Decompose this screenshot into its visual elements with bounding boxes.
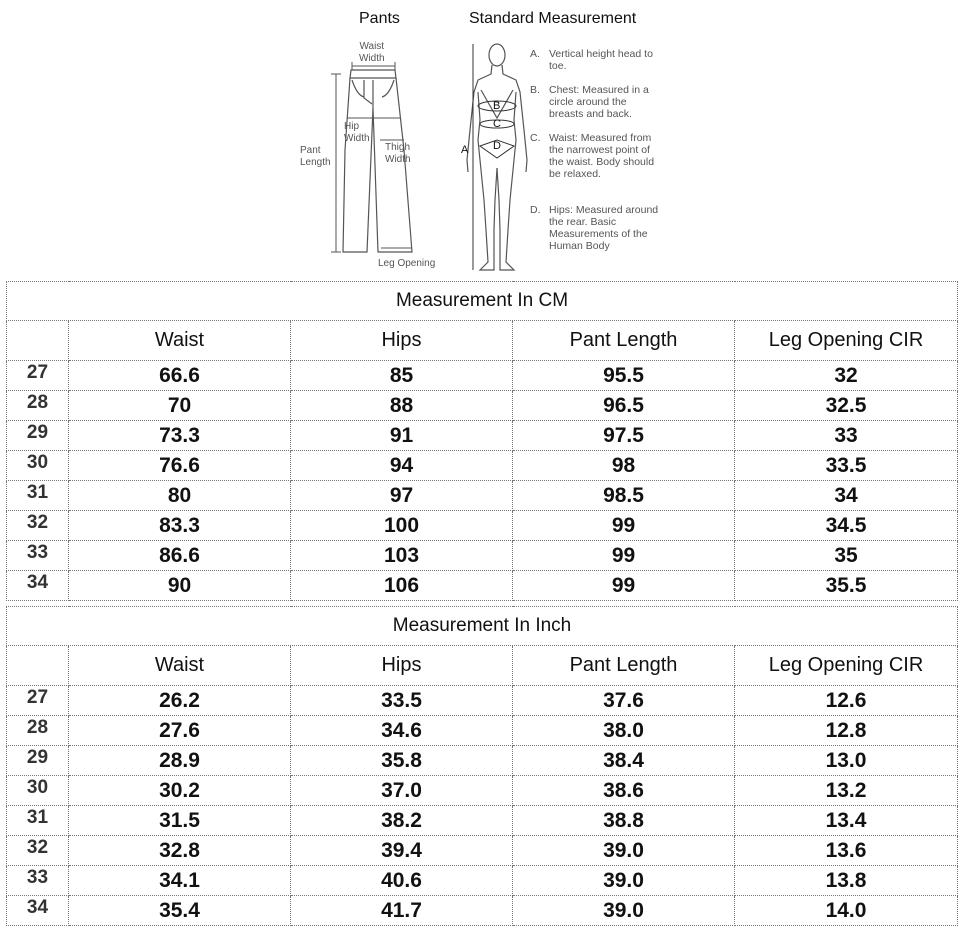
value-cell: 97.5 xyxy=(513,421,735,451)
pants-title: Pants xyxy=(359,10,400,27)
size-table-cm xyxy=(6,281,958,601)
note-b xyxy=(530,84,660,120)
value-cell: 99 xyxy=(513,511,735,541)
table-header-row xyxy=(7,321,958,361)
value-cell: 38.6 xyxy=(513,776,735,806)
value-cell: 32 xyxy=(735,361,958,391)
value-cell: 34.1 xyxy=(69,866,291,896)
thigh-width-label: Thigh Width xyxy=(385,142,411,165)
size-cell: 27 xyxy=(7,686,69,716)
column-header xyxy=(7,646,69,686)
value-cell: 12.8 xyxy=(735,716,958,746)
pant-length-label: Pant Length xyxy=(300,145,331,168)
size-table-inch xyxy=(6,606,958,926)
column-header: Pant Length xyxy=(513,321,735,361)
value-cell: 31.5 xyxy=(69,806,291,836)
value-cell: 88 xyxy=(291,391,513,421)
value-cell: 34.5 xyxy=(735,511,958,541)
note-b-key: B. xyxy=(530,84,540,96)
value-cell: 27.6 xyxy=(69,716,291,746)
column-header: Hips xyxy=(291,646,513,686)
value-cell: 35.4 xyxy=(69,896,291,926)
value-cell: 100 xyxy=(291,511,513,541)
value-cell: 98.5 xyxy=(513,481,735,511)
value-cell: 13.0 xyxy=(735,746,958,776)
table-row xyxy=(7,896,958,926)
value-cell: 34.6 xyxy=(291,716,513,746)
value-cell: 99 xyxy=(513,541,735,571)
table-row xyxy=(7,866,958,896)
value-cell: 35.8 xyxy=(291,746,513,776)
measurement-illustration xyxy=(0,0,962,278)
value-cell: 39.4 xyxy=(291,836,513,866)
value-cell: 38.4 xyxy=(513,746,735,776)
value-cell: 83.3 xyxy=(69,511,291,541)
table-row xyxy=(7,451,958,481)
table-row xyxy=(7,686,958,716)
table-row xyxy=(7,481,958,511)
value-cell: 30.2 xyxy=(69,776,291,806)
size-cell: 31 xyxy=(7,481,69,511)
value-cell: 35.5 xyxy=(735,571,958,601)
value-cell: 76.6 xyxy=(69,451,291,481)
table-row xyxy=(7,571,958,601)
value-cell: 38.0 xyxy=(513,716,735,746)
value-cell: 33 xyxy=(735,421,958,451)
size-cell: 34 xyxy=(7,571,69,601)
value-cell: 14.0 xyxy=(735,896,958,926)
value-cell: 66.6 xyxy=(69,361,291,391)
size-cell: 30 xyxy=(7,451,69,481)
note-c-key: C. xyxy=(530,132,541,144)
column-header: Hips xyxy=(291,321,513,361)
note-c xyxy=(530,132,660,180)
value-cell: 91 xyxy=(291,421,513,451)
note-d xyxy=(530,204,660,252)
value-cell: 35 xyxy=(735,541,958,571)
body-drawing xyxy=(467,44,527,270)
value-cell: 13.4 xyxy=(735,806,958,836)
table-row xyxy=(7,716,958,746)
value-cell: 103 xyxy=(291,541,513,571)
table-row xyxy=(7,806,958,836)
value-cell: 98 xyxy=(513,451,735,481)
size-cell: 33 xyxy=(7,866,69,896)
size-cell: 27 xyxy=(7,361,69,391)
value-cell: 94 xyxy=(291,451,513,481)
note-c-text: Waist: Measured from the narrowest point of the waist. Body should be relaxed. xyxy=(549,132,655,180)
value-cell: 90 xyxy=(69,571,291,601)
table-row xyxy=(7,746,958,776)
measurement-diagram-graphic xyxy=(0,0,962,278)
column-header: Waist xyxy=(69,646,291,686)
column-header: Pant Length xyxy=(513,646,735,686)
value-cell: 73.3 xyxy=(69,421,291,451)
value-cell: 86.6 xyxy=(69,541,291,571)
waist-width-label: Waist Width xyxy=(359,41,385,64)
value-cell: 12.6 xyxy=(735,686,958,716)
size-cell: 28 xyxy=(7,391,69,421)
value-cell: 99 xyxy=(513,571,735,601)
table-row xyxy=(7,361,958,391)
note-d-text: Hips: Measured around the rear. Basic Measurements of the Human Body xyxy=(549,204,659,252)
table-row xyxy=(7,511,958,541)
value-cell: 70 xyxy=(69,391,291,421)
table-row xyxy=(7,776,958,806)
value-cell: 37.0 xyxy=(291,776,513,806)
value-cell: 38.8 xyxy=(513,806,735,836)
value-cell: 13.2 xyxy=(735,776,958,806)
size-cell: 31 xyxy=(7,806,69,836)
table-header-row xyxy=(7,646,958,686)
value-cell: 106 xyxy=(291,571,513,601)
value-cell: 37.6 xyxy=(513,686,735,716)
size-cell: 34 xyxy=(7,896,69,926)
body-letter-b: B xyxy=(493,100,501,112)
table-row xyxy=(7,836,958,866)
column-header xyxy=(7,321,69,361)
column-header: Leg Opening CIR xyxy=(735,321,958,361)
note-a-text: Vertical height head to toe. xyxy=(549,48,653,72)
value-cell: 96.5 xyxy=(513,391,735,421)
value-cell: 33.5 xyxy=(291,686,513,716)
value-cell: 38.2 xyxy=(291,806,513,836)
table-caption: Measurement In Inch xyxy=(7,607,958,646)
column-header: Waist xyxy=(69,321,291,361)
note-b-text: Chest: Measured in a circle around the breasts and back. xyxy=(549,84,649,120)
value-cell: 13.6 xyxy=(735,836,958,866)
value-cell: 34 xyxy=(735,481,958,511)
value-cell: 41.7 xyxy=(291,896,513,926)
standard-measurement-title: Standard Measurement xyxy=(469,10,637,27)
value-cell: 85 xyxy=(291,361,513,391)
body-letter-a: A xyxy=(461,144,469,156)
table-row xyxy=(7,541,958,571)
value-cell: 39.0 xyxy=(513,836,735,866)
size-cell: 33 xyxy=(7,541,69,571)
note-a xyxy=(530,48,660,72)
body-letter-d: D xyxy=(493,140,501,152)
hip-width-label: Hip Width xyxy=(344,121,370,144)
note-a-key: A. xyxy=(530,48,540,60)
value-cell: 95.5 xyxy=(513,361,735,391)
size-cell: 32 xyxy=(7,836,69,866)
size-cell: 29 xyxy=(7,746,69,776)
value-cell: 28.9 xyxy=(69,746,291,776)
value-cell: 39.0 xyxy=(513,896,735,926)
value-cell: 80 xyxy=(69,481,291,511)
value-cell: 97 xyxy=(291,481,513,511)
table-row xyxy=(7,421,958,451)
leg-opening-label: Leg Opening xyxy=(378,258,436,269)
size-cell: 28 xyxy=(7,716,69,746)
value-cell: 39.0 xyxy=(513,866,735,896)
value-cell: 33.5 xyxy=(735,451,958,481)
size-cell: 29 xyxy=(7,421,69,451)
table-caption: Measurement In CM xyxy=(7,282,958,321)
table-row xyxy=(7,391,958,421)
body-letter-c: C xyxy=(493,118,501,130)
value-cell: 32.8 xyxy=(69,836,291,866)
size-cell: 32 xyxy=(7,511,69,541)
value-cell: 40.6 xyxy=(291,866,513,896)
value-cell: 26.2 xyxy=(69,686,291,716)
note-d-key: D. xyxy=(530,204,541,216)
size-cell: 30 xyxy=(7,776,69,806)
value-cell: 32.5 xyxy=(735,391,958,421)
column-header: Leg Opening CIR xyxy=(735,646,958,686)
value-cell: 13.8 xyxy=(735,866,958,896)
